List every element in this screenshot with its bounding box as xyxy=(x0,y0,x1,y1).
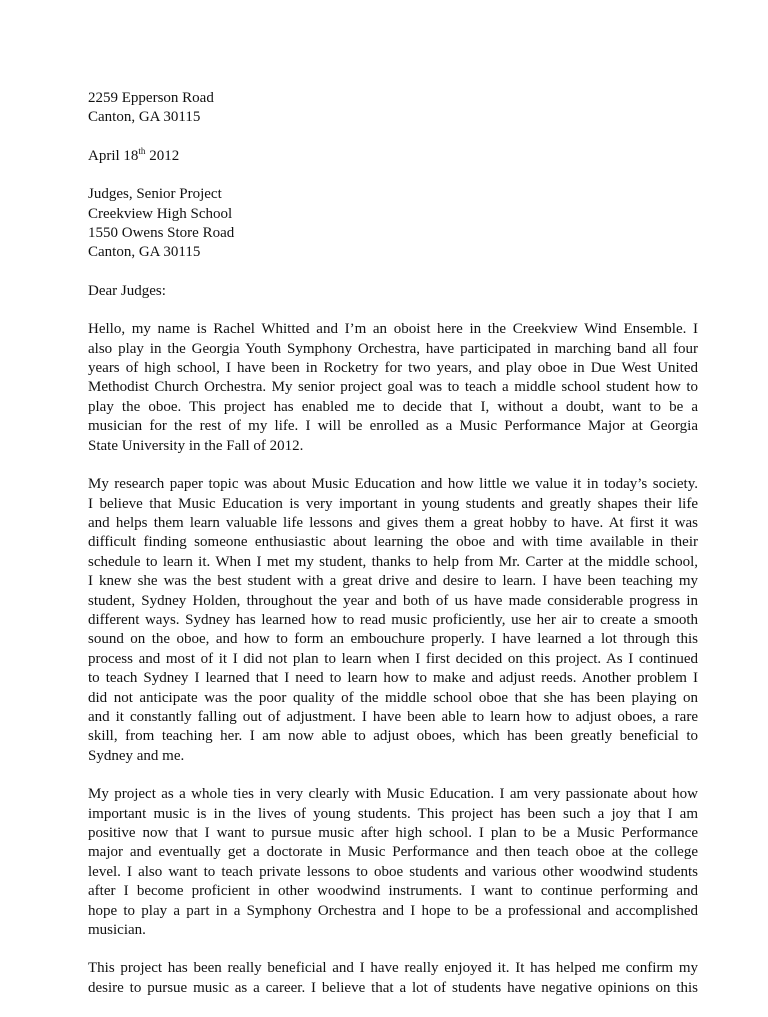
date-year: 2012 xyxy=(145,147,180,164)
paragraph-line: Hello, my name is Rachel Whitted and I’m an oboist here in the Creekview Wind Ensemble. I xyxy=(88,321,698,338)
letter-date xyxy=(88,147,698,166)
paragraph-line: Methodist Church Orchestra. My senior project goal was to teach a middle school student how to xyxy=(88,379,698,396)
recipient-line: Creekview High School xyxy=(88,205,233,222)
paragraph-line: student, Sydney Holden, throughout the year and both of us have made considerable progress in xyxy=(88,592,698,609)
paragraph-line: My research paper topic was about Music Education and how little we value it in today’s society. xyxy=(88,476,698,493)
paragraph-line: musician. xyxy=(88,922,146,939)
salutation: Dear Judges: xyxy=(88,282,166,299)
paragraph-introduction xyxy=(88,320,698,456)
paragraph-research xyxy=(88,475,698,766)
recipient-line: Judges, Senior Project xyxy=(88,186,222,203)
paragraph-line: I knew she was the best student with a great drive and desire to learn. I have been teaching my xyxy=(88,573,698,590)
paragraph-line: positive now that I want to pursue music after high school. I plan to be a Music Performance xyxy=(88,825,698,841)
paragraph-line: I believe that Music Education is very important in young students and greatly shapes their life xyxy=(88,495,698,512)
paragraph-line: musician for the rest of my life. I will be enrolled as a Music Performance Major at Georgia xyxy=(88,418,698,435)
paragraph-line: and it constantly falling out of adjustment. I have been able to learn how to adjust oboes, a rare xyxy=(88,708,698,725)
paragraph-line: also play in the Georgia Youth Symphony Orchestra, have participated in marching band all four xyxy=(88,340,698,357)
paragraph-line: and helps them learn valuable life lessons and gives them a great hobby to have. At first it was xyxy=(88,514,698,531)
paragraph-line: to teach Sydney I learned that I need to learn how to make and adjust reeds. Another problem I xyxy=(88,670,698,687)
paragraph-line: after I become proficient in other woodwind instruments. I want to continue performing and xyxy=(88,883,698,900)
paragraph-line: Sydney and me. xyxy=(88,747,185,764)
date-month-day: April 18 xyxy=(88,147,139,164)
paragraph-line: State University in the Fall of 2012. xyxy=(88,437,304,454)
paragraph-line: sound on the oboe, and how to form an embouchure properly. I have learned a lot through this xyxy=(88,631,698,648)
paragraph-line: did not anticipate was the poor quality of the middle school oboe that she has been playing on xyxy=(88,689,698,706)
letter-page xyxy=(88,89,698,1017)
paragraph-line: years of high school, I have been in Rocketry for two years, and play oboe in Due West United xyxy=(88,360,698,377)
paragraph-line: skill, from teaching her. I am now able to adjust oboes, which has been greatly beneficial to xyxy=(88,728,698,745)
paragraph-line: major and eventually get a doctorate in Music Performance and then teach oboe at the college xyxy=(88,844,698,861)
paragraph-line: My project as a whole ties in very clearly with Music Education. I am very passionate about how xyxy=(88,786,698,803)
date-ordinal-suffix: th xyxy=(138,145,146,156)
paragraph-line: difficult finding someone enthusiastic about learning the oboe and with time available in their xyxy=(88,534,698,551)
paragraph-line: important music is in the lives of young students. This project has been such a joy that I am xyxy=(88,805,698,822)
paragraph-line: process and most of it I did not plan to learn when I first decided on this project. As I continued xyxy=(88,650,698,667)
recipient-address xyxy=(88,185,698,263)
paragraph-line: desire to pursue music as a career. I believe that a lot of students have negative opinions on this xyxy=(88,979,698,996)
paragraph-conclusion xyxy=(88,959,698,998)
recipient-line: 1550 Owens Store Road xyxy=(88,225,235,242)
recipient-line: Canton, GA 30115 xyxy=(88,244,201,261)
sender-street: 2259 Epperson Road xyxy=(88,90,214,106)
paragraph-line: This project has been really beneficial and I have really enjoyed it. It has helped me confirm my xyxy=(88,960,698,977)
paragraph-line: schedule to learn it. When I met my student, thanks to help from Mr. Carter at the middle school, xyxy=(88,553,698,570)
paragraph-line: hope to play a part in a Symphony Orchestra and I hope to be a professional and accomplished xyxy=(88,902,698,919)
sender-city: Canton, GA 30115 xyxy=(88,109,201,126)
sender-address xyxy=(88,89,698,128)
paragraph-line: level. I also want to teach private lessons to oboe students and various other woodwind students xyxy=(88,863,698,880)
paragraph-project xyxy=(88,785,698,940)
paragraph-line: different ways. Sydney has learned how to read music proficiently, use her air to create a smooth xyxy=(88,611,698,628)
paragraph-line: play the oboe. This project has enabled me to decide that I, without a doubt, want to be a xyxy=(88,398,698,415)
